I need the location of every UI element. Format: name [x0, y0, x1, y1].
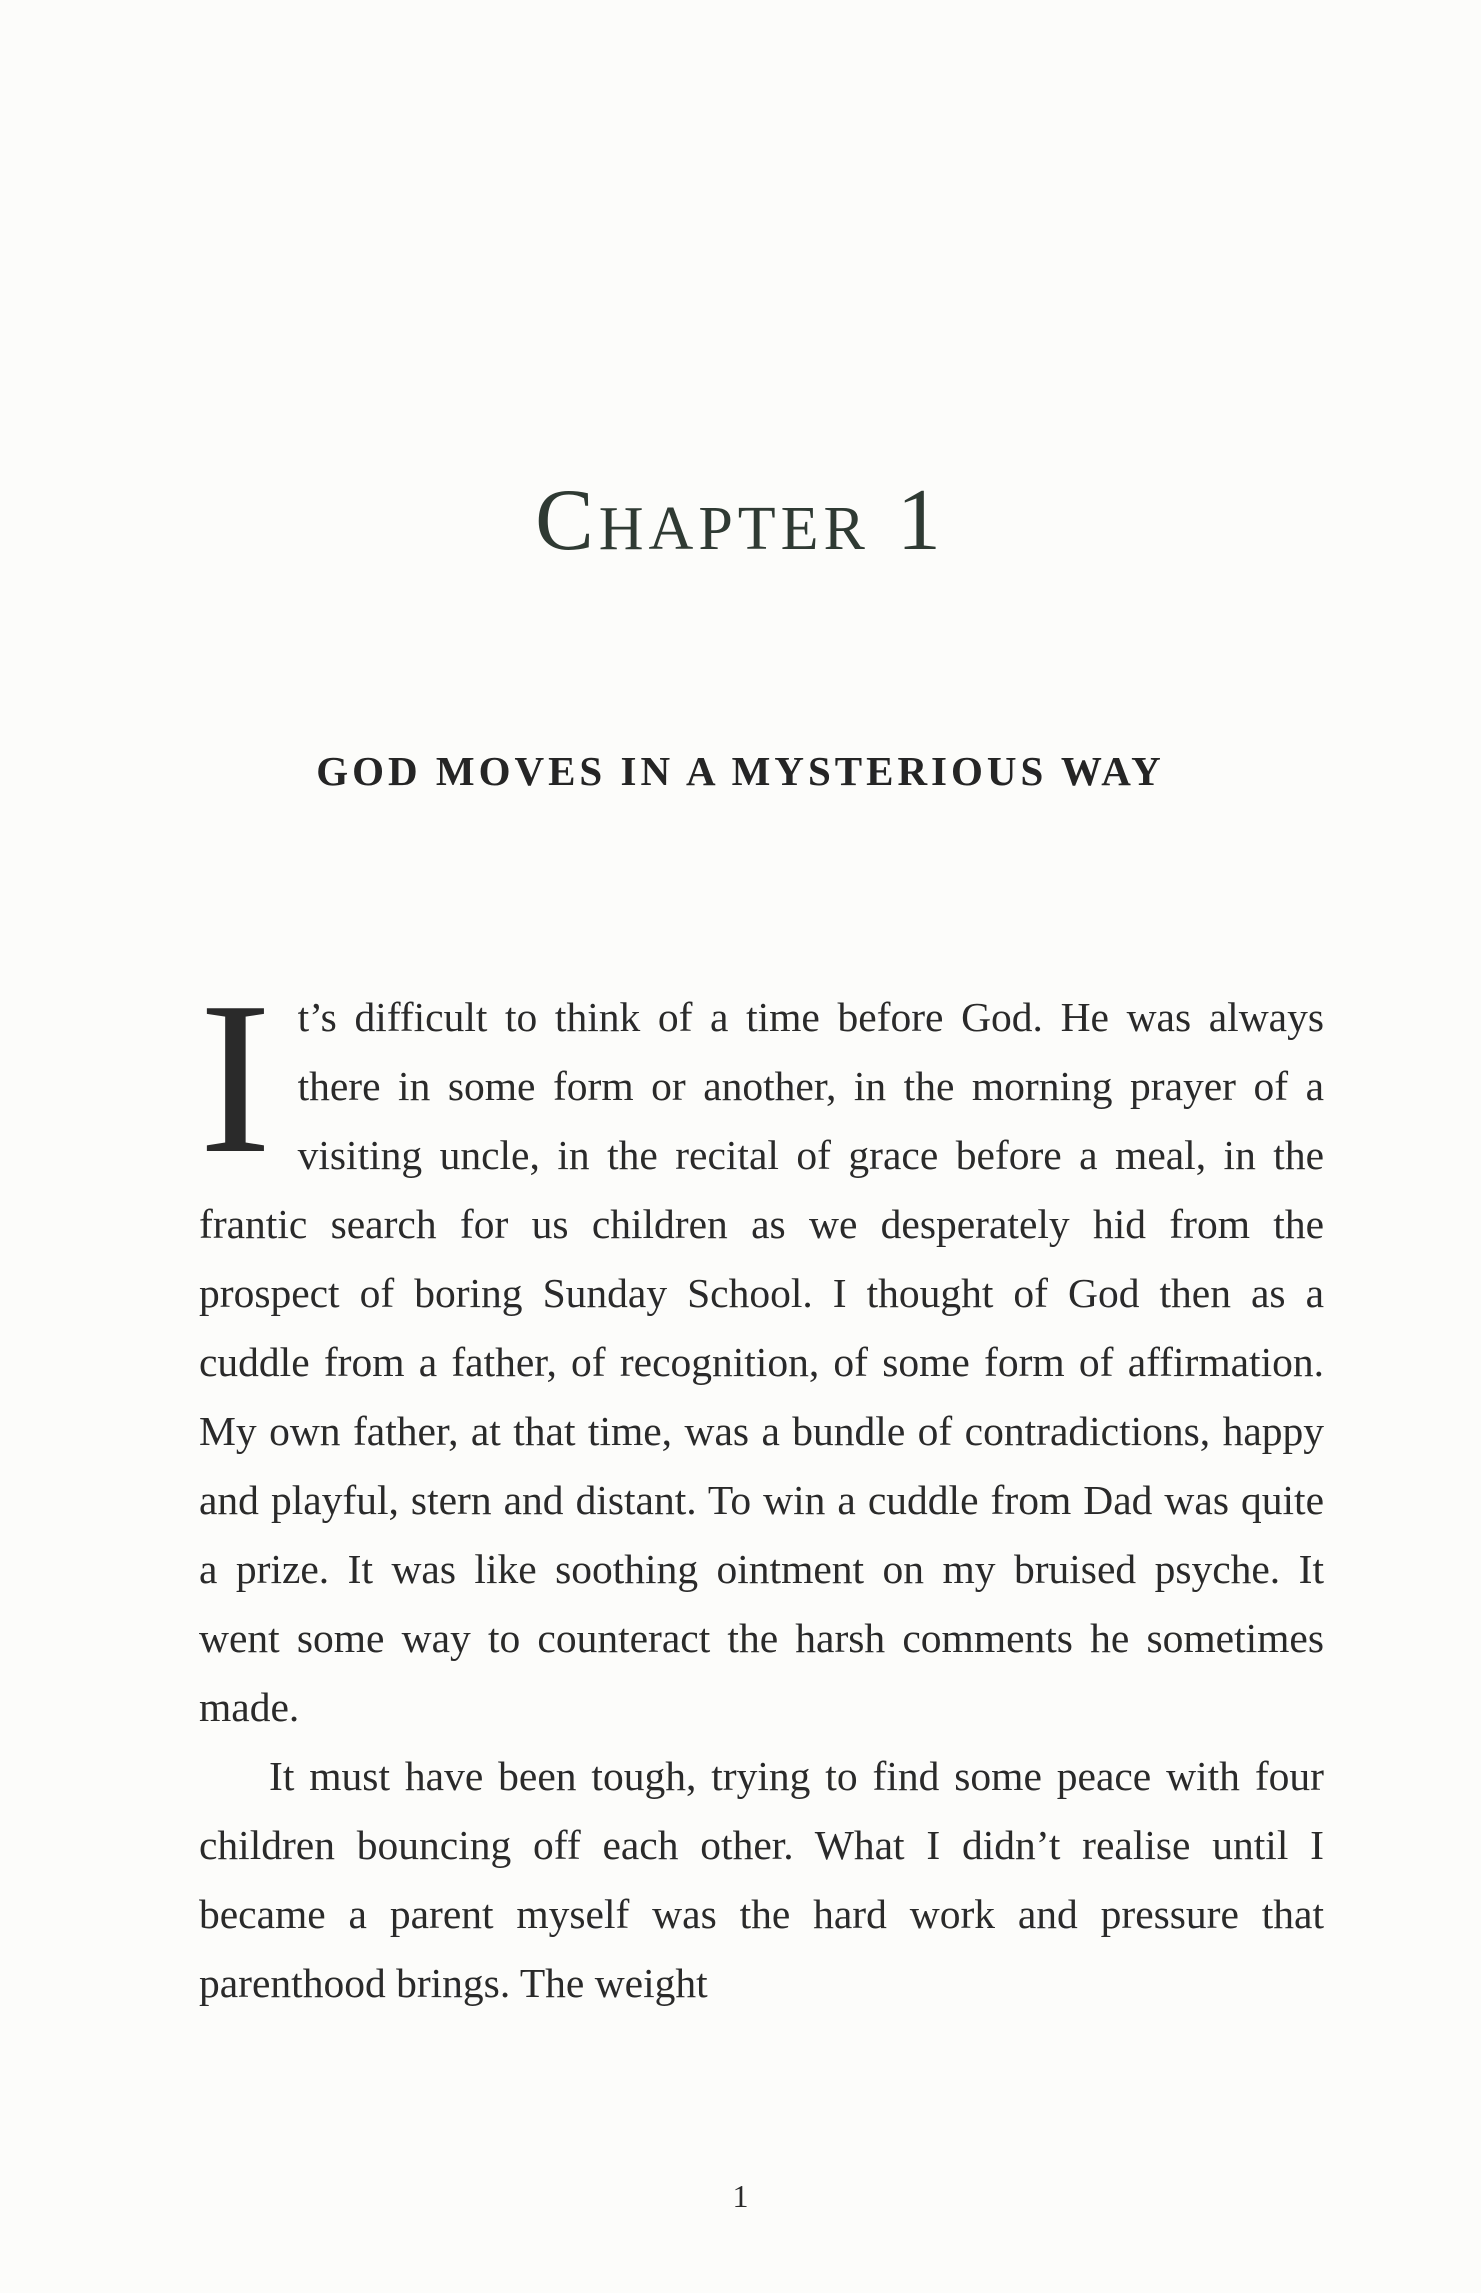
- body-text: [199, 958, 1324, 2018]
- drop-cap: I: [199, 958, 272, 1199]
- chapter-title: Chapter 1: [535, 471, 946, 569]
- paragraph-1: [199, 958, 1324, 1742]
- chapter-subtitle: GOD MOVES IN A MYSTERIOUS WAY: [316, 748, 1165, 795]
- page-number: 1: [732, 2178, 749, 2214]
- paragraph-1-text: t’s difficult to think of a time before God. He was always there in some form or another, in the morning prayer of a visiting uncle, in the recital of grace before a meal, in the frantic search for us children as we desperately hid from the prospect of boring Sunday School. I thought of God then as a cuddle from a father, of recognition, of some form of affirmation. My own father, at that time, was a bundle of contradictions, happy and playful, stern and distant. To win a cuddle from Dad was quite a prize. It was like soothing ointment on my bruised psyche. It went some way to counteract the harsh comments he sometimes made.: [199, 994, 1324, 1730]
- paragraph-2: It must have been tough, trying to find some peace with four children bouncing off each other. What I didn’t realise until I became a parent myself was the hard work and pressure that parenthood brings. The weight: [199, 1753, 1324, 2006]
